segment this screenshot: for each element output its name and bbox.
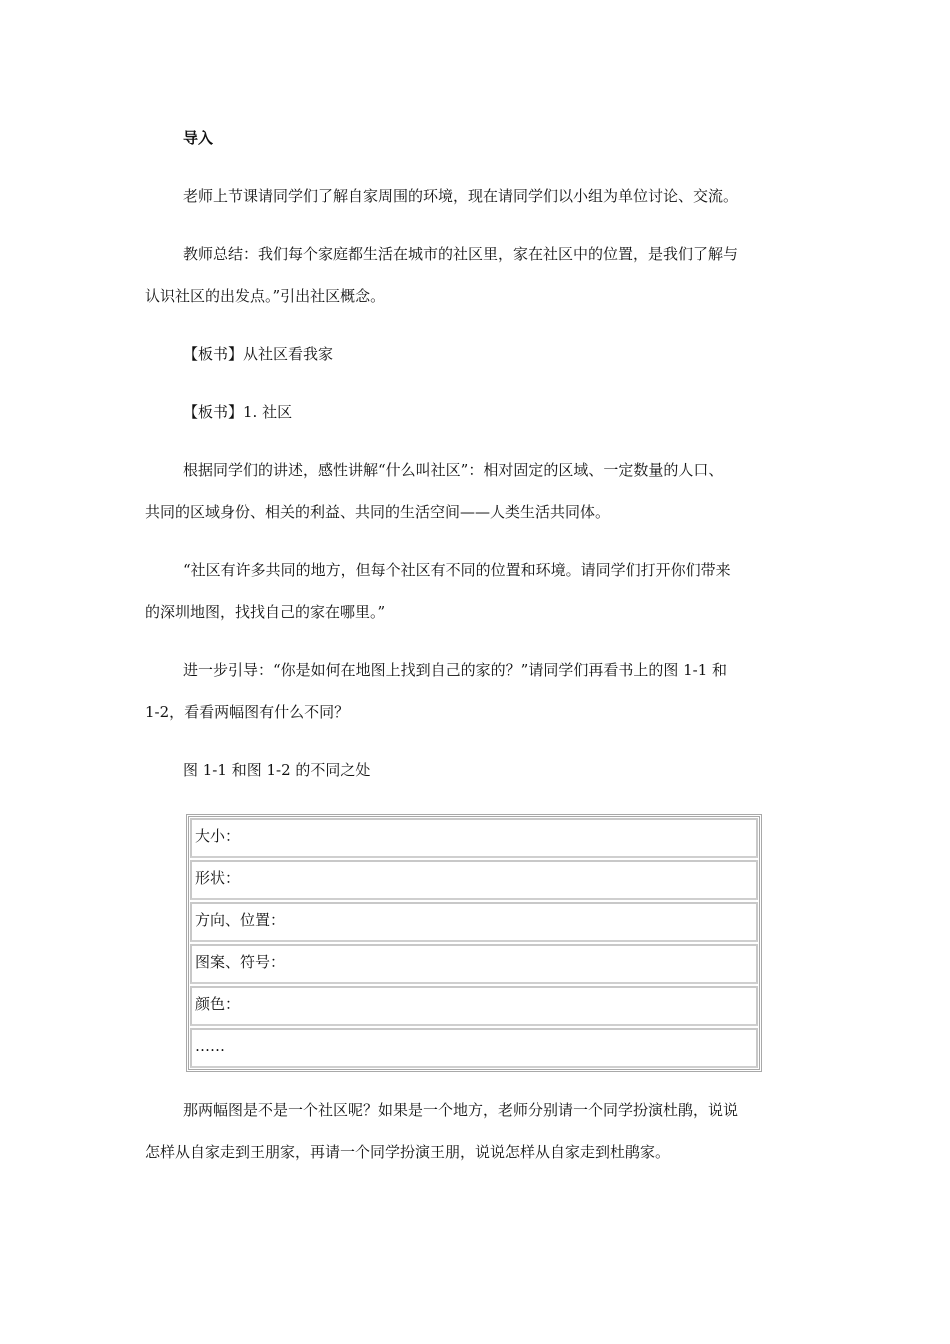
paragraph-summary-line-1: 教师总结：我们每个家庭都生活在城市的社区里，家在社区中的位置，是我们了解与 bbox=[183, 245, 739, 263]
paragraph-roleplay-line-1: 那两幅图是不是一个社区呢？如果是一个地方，老师分别请一个同学扮演杜鹃，说说 bbox=[183, 1101, 739, 1119]
paragraph-map-line-1: “社区有许多共同的地方，但每个社区有不同的位置和环境。请同学们打开你们带来 bbox=[183, 561, 731, 579]
paragraph-guide-line-1: 进一步引导：“你是如何在地图上找到自己的家的？”请同学们再看书上的图 1-1 和 bbox=[183, 661, 728, 679]
paragraph-guide-line-2: 1-2，看看两幅图有什么不同？ bbox=[145, 703, 350, 721]
board-note-2: 【板书】1. 社区 bbox=[183, 403, 293, 421]
difference-table bbox=[186, 814, 762, 1072]
table-cell: 颜色： bbox=[195, 995, 241, 1013]
table-cell: 大小： bbox=[195, 827, 241, 845]
paragraph-summary-line-2: 认识社区的出发点。”引出社区概念。 bbox=[145, 287, 386, 305]
table-row bbox=[190, 902, 758, 942]
table-row bbox=[190, 986, 758, 1026]
paragraph-map-line-2: 的深圳地图，找找自己的家在哪里。” bbox=[145, 603, 386, 621]
table-row bbox=[190, 1028, 758, 1068]
table-cell: 形状： bbox=[195, 869, 241, 887]
table-row bbox=[190, 818, 758, 858]
section-heading: 导入 bbox=[183, 129, 214, 147]
table-cell: …… bbox=[195, 1037, 225, 1055]
table-caption: 图 1-1 和图 1-2 的不同之处 bbox=[183, 761, 371, 779]
table-row bbox=[190, 860, 758, 900]
board-note-1: 【板书】从社区看我家 bbox=[183, 345, 334, 363]
paragraph-intro: 老师上节课请同学们了解自家周围的环境，现在请同学们以小组为单位讨论、交流。 bbox=[183, 187, 739, 205]
paragraph-definition-line-2: 共同的区域身份、相关的利益、共同的生活空间——人类生活共同体。 bbox=[145, 503, 611, 521]
table-row bbox=[190, 944, 758, 984]
table-cell: 方向、位置： bbox=[195, 911, 286, 929]
paragraph-definition-line-1: 根据同学们的讲述，感性讲解“什么叫社区”：相对固定的区域、一定数量的人口、 bbox=[183, 461, 724, 479]
paragraph-roleplay-line-2: 怎样从自家走到王朋家，再请一个同学扮演王朋，说说怎样从自家走到杜鹃家。 bbox=[145, 1143, 671, 1161]
table-cell: 图案、符号： bbox=[195, 953, 286, 971]
